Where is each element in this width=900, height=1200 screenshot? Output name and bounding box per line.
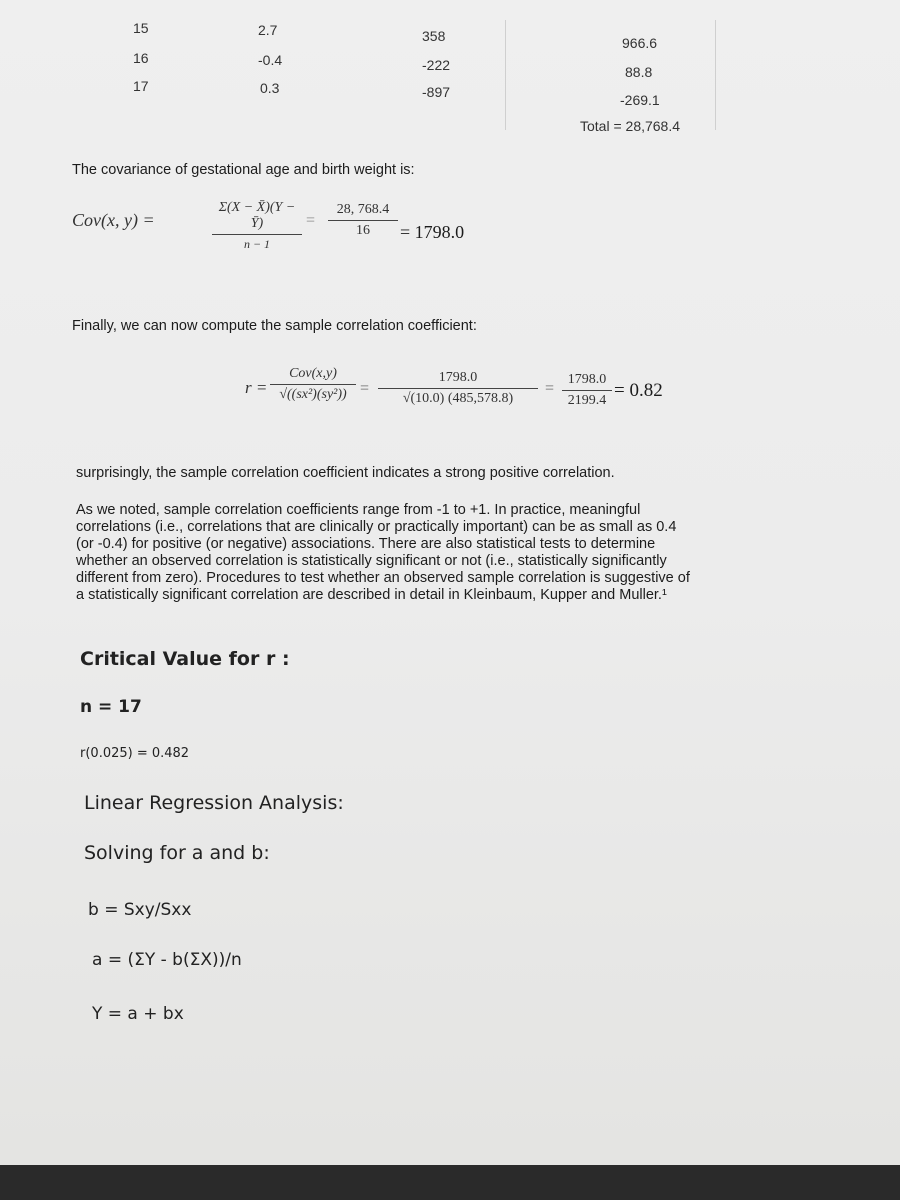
cov-result: = 1798.0 [400,222,465,242]
cell-x: 2.7 [258,22,278,38]
regression-heading: Linear Regression Analysis: [84,792,344,814]
cov-value-fraction [328,202,398,239]
equals: = [360,380,370,397]
covariance-intro: The covariance of gestational age and birth weight is: [72,162,415,178]
text-line: (or -0.4) for positive (or negative) associations. There are also statistical tests to determine [76,536,656,552]
cell-product: -269.1 [620,92,660,108]
correlation-intro: Finally, we can now compute the sample correlation coefficient: [72,318,477,334]
b-equation: b = Sxy/Sxx [88,900,192,920]
table-total: Total = 28,768.4 [580,118,681,134]
a-equation: a = (ΣY - b(ΣX))/n [92,950,242,970]
text-line: different from zero). Procedures to test whether an observed sample correlation is suggestive of [76,570,690,586]
r-denominator: √((sx²)(sy²)) [279,387,347,402]
equals: = [545,380,555,397]
text-line: As we noted, sample correlation coefficients range from -1 to +1. In practice, meaningful [76,502,641,518]
cov-fraction [212,200,302,252]
cov-value: 1798.0 [567,372,607,387]
r-numerator: Cov(x,y) [289,366,337,381]
text-line: a statistically significant correlation are described in detail in Kleinbaum, Kupper and Muller.¹ [76,587,667,603]
cell-y: 358 [422,28,446,44]
r-result: = 0.82 [614,380,663,401]
cell-x: -0.4 [258,52,283,68]
regression-equation: Y = a + bx [92,1004,184,1024]
critical-value-heading: Critical Value for r : [80,648,290,670]
cov-sum: 28, 768.4 [336,202,390,217]
equals: = [306,212,316,229]
sd-product: 2199.4 [567,393,607,408]
paragraph-body [76,502,690,604]
table-divider [505,20,506,130]
paragraph-summary: surprisingly, the sample correlation coefficient indicates a strong positive correlation. [76,465,615,481]
row-number: 15 [133,20,149,36]
variance-product: √(10.0) (485,578.8) [402,391,514,406]
text-line: whether an observed correlation is statistically significant or not (i.e., statistically significantly [76,553,667,569]
sample-size: n = 17 [80,697,142,717]
row-number: 16 [133,50,149,66]
cell-product: 966.6 [622,35,658,51]
r-fraction [270,366,356,403]
cov-value: 1798.0 [438,370,478,385]
r-simplified-fraction [562,372,612,409]
cov-lhs: Cov(x, y) = [72,210,155,230]
cell-product: 88.8 [625,64,653,80]
cov-denominator: n − 1 [243,237,271,251]
cell-y: -222 [422,57,451,73]
cell-x: 0.3 [260,80,280,96]
cell-y: -897 [422,84,451,100]
row-number: 17 [133,78,149,94]
text-line: correlations (i.e., correlations that are clinically or practically important) can be as small as 0.4 [76,519,677,535]
solving-heading: Solving for a and b: [84,842,270,864]
cov-numerator: Σ(X − X̄)(Y − Ȳ) [218,200,296,231]
r-lhs: r = [245,378,268,397]
critical-r: r(0.025) = 0.482 [80,746,190,761]
table-divider [715,20,716,130]
r-value-fraction [378,370,538,407]
cov-df: 16 [356,223,370,238]
